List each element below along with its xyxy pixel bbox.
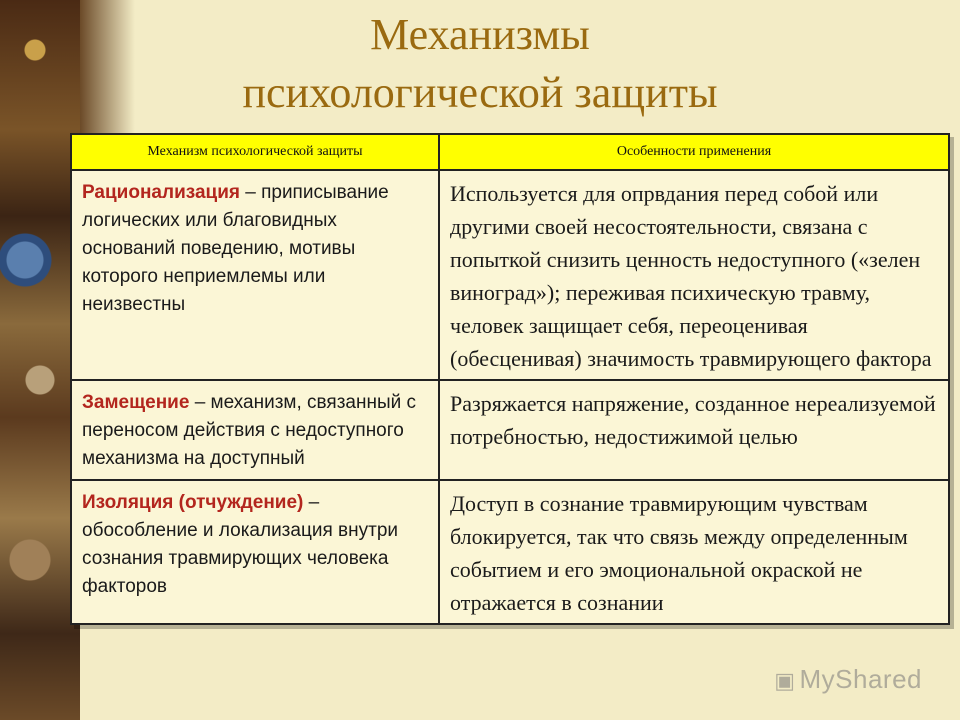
mechanism-term: Рационализация [82, 182, 240, 203]
mechanism-definition: – механизм, связанный с переносом действия с недоступного механизма на доступный [82, 392, 417, 469]
features-cell: Используется для опрвдания перед собой или другими своей несостоятельности, связана с попыткой снизить ценность недоступного («зелен виноград»); переживая психическую травму, человек защищает себя, переоценивая (обесценивая) значимость травмирующего фактора [439, 170, 949, 380]
mechanism-term: Изоляция (отчуждение) [82, 492, 304, 513]
watermark-text: MyShared [799, 664, 922, 694]
mechanism-definition: – приписывание логических или благовидных оснований поведению, мотивы которого неприемлемы или неизвестны [82, 182, 389, 315]
mechanism-term: Замещение [82, 392, 190, 413]
table-row [71, 480, 949, 624]
title-line-1: Механизмы [370, 10, 590, 59]
mechanism-cell [71, 380, 439, 480]
defense-mechanisms-table [70, 133, 950, 625]
mechanism-definition: – обособление и локализация внутри сознания травмирующих человека факторов [82, 492, 398, 597]
slide-title [0, 6, 960, 122]
mechanism-cell [71, 170, 439, 380]
column-header-features: Особенности применения [439, 134, 949, 170]
column-header-mechanism: Механизм психологической защиты [71, 134, 439, 170]
watermark [774, 664, 922, 695]
features-cell: Доступ в сознание травмирующим чувствам блокируется, так что связь между определенным событием и его эмоциональной окраской не отражается в сознании [439, 480, 949, 624]
table-row [71, 170, 949, 380]
presentation-icon: ▣ [774, 668, 796, 693]
table-row [71, 380, 949, 480]
mechanism-cell [71, 480, 439, 624]
features-cell: Разряжается напряжение, созданное нереализуемой потребностью, недостижимой целью [439, 380, 949, 480]
table-header-row [71, 134, 949, 170]
title-line-2: психологической защиты [242, 68, 718, 117]
